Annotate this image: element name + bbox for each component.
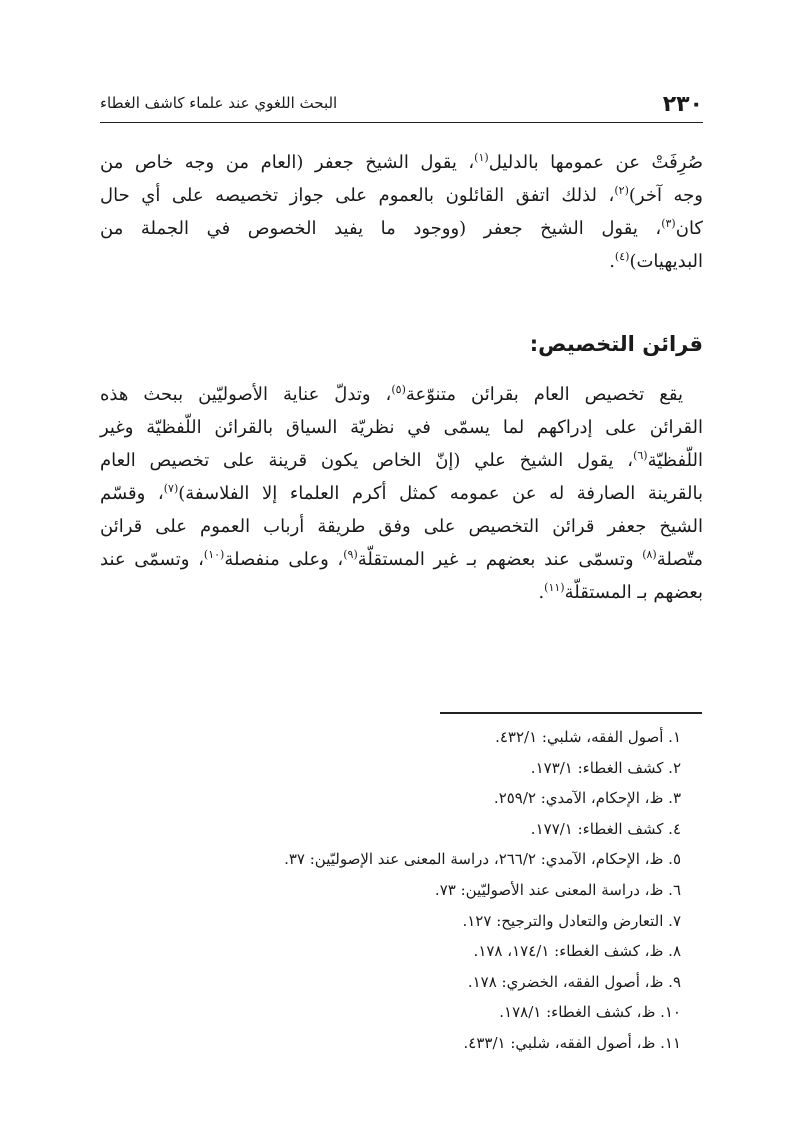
paragraph-line: كان$^{(٣)}$، يقول الشيخ جعفر (ووجود ما يفيد الخصوص في الجملة من xyxy=(100,217,703,239)
footnote-item: ٢. كشف الغطاء: ١٧٣/١. xyxy=(530,758,681,777)
footnote-ref[interactable]: (٤) xyxy=(614,250,630,263)
footnote-separator xyxy=(440,712,702,714)
section-heading: قرائن التخصيص: xyxy=(529,332,703,356)
footnote-item: ٨. ظ، كشف الغطاء: ١٧٤/١، ١٧٨. xyxy=(473,942,681,961)
paragraph-line: بالقرينة الصارفة له عن عمومه كمثل أكرم العلماء إلا الفلاسفة)$^{(٧)}$، وقسّم xyxy=(100,482,703,504)
paragraph-line: وجه آخر)$^{(٢)}$، لذلك اتفق القائلون بالعموم على جواز تخصيصه على أي حال xyxy=(100,184,703,206)
running-title: البحث اللغوي عند علماء كاشف الغطاء xyxy=(100,94,338,112)
page-number: ٢٣٠ xyxy=(662,92,703,117)
paragraph-line: البديهيات)$^{(٤)}$. xyxy=(609,250,703,272)
paragraph-line: بعضهم بـ المستقلّة$^{(١١)}$. xyxy=(538,581,703,603)
footnote-item: ١. أصول الفقه، شلبي: ٤٣٢/١. xyxy=(495,728,681,746)
footnote-ref[interactable]: (٩) xyxy=(343,548,358,561)
footnote-ref[interactable]: (١) xyxy=(474,151,489,164)
footnotes-list xyxy=(100,722,703,1059)
paragraph-line: يقع تخصيص العام بقرائن متنوّعة$^{(٥)}$، وتدلّ عناية الأصوليّين ببحث هذه xyxy=(100,383,684,405)
footnote-item: ١١. ظ، أصول الفقه، شلبي: ٤٣٣/١. xyxy=(463,1033,681,1052)
footnote-item: ٣. ظ، الإحكام، الآمدي: ٢٥٩/٢. xyxy=(493,789,681,808)
header-rule xyxy=(100,122,703,123)
footnote-ref[interactable]: (١٠) xyxy=(203,548,225,561)
footnote-item: ٤. كشف الغطاء: ١٧٧/١. xyxy=(530,819,681,838)
paragraph-line: الشيخ جعفر قرائن التخصيص على وفق طريقة أرباب العموم على قرائن xyxy=(100,516,703,537)
footnote-ref[interactable]: (٢) xyxy=(614,184,629,197)
paragraph-2 xyxy=(100,378,703,609)
footnote-ref[interactable]: (٣) xyxy=(661,217,676,230)
footnote-ref[interactable]: (٥) xyxy=(391,383,406,396)
footnote-item: ٥. ظ، الإحكام، الآمدي: ٢٦٦/٢، دراسة المعنى عند الإصوليّين: ٣٧. xyxy=(284,850,681,869)
footnote-item: ٧. التعارض والتعادل والترجيح: ١٢٧. xyxy=(462,911,681,930)
paragraph-1 xyxy=(100,146,703,278)
page-header xyxy=(100,90,703,120)
footnote-ref[interactable]: (١١) xyxy=(544,581,565,594)
paragraph-line: متّصلة$^{(٨)}$ وتسمّى عند بعضهم بـ غير المستقلّة$^{(٩)}$، وعلى منفصلة$^{(١٠)}$، وتسمّى عند xyxy=(100,548,703,570)
footnote-ref[interactable]: (٦) xyxy=(633,449,648,462)
footnote-item: ٦. ظ، دراسة المعنى عند الأصوليّين: ٧٣. xyxy=(434,880,681,899)
paragraph-line: القرائن على إدراكهم لما يسمّى في نظريّة السياق بالقرائن اللّفظيّة وغير xyxy=(100,417,703,438)
footnote-ref[interactable]: (٧) xyxy=(163,482,179,495)
footnote-ref[interactable]: (٨) xyxy=(642,548,657,561)
paragraph-line: اللّفظيّة$^{(٦)}$، يقول الشيخ علي (إنّ الخاص يكون قرينة على تخصيص العام xyxy=(100,449,703,471)
footnote-item: ٩. ظ، أصول الفقه، الخضري: ١٧٨. xyxy=(467,972,681,991)
footnote-item: ١٠. ظ، كشف الغطاء: ١٧٨/١. xyxy=(499,1003,681,1022)
paragraph-line: صُرِفَتْ عن عمومها بالدليل$^{(١)}$، يقول الشيخ جعفر (العام من وجه خاص من xyxy=(100,151,703,173)
